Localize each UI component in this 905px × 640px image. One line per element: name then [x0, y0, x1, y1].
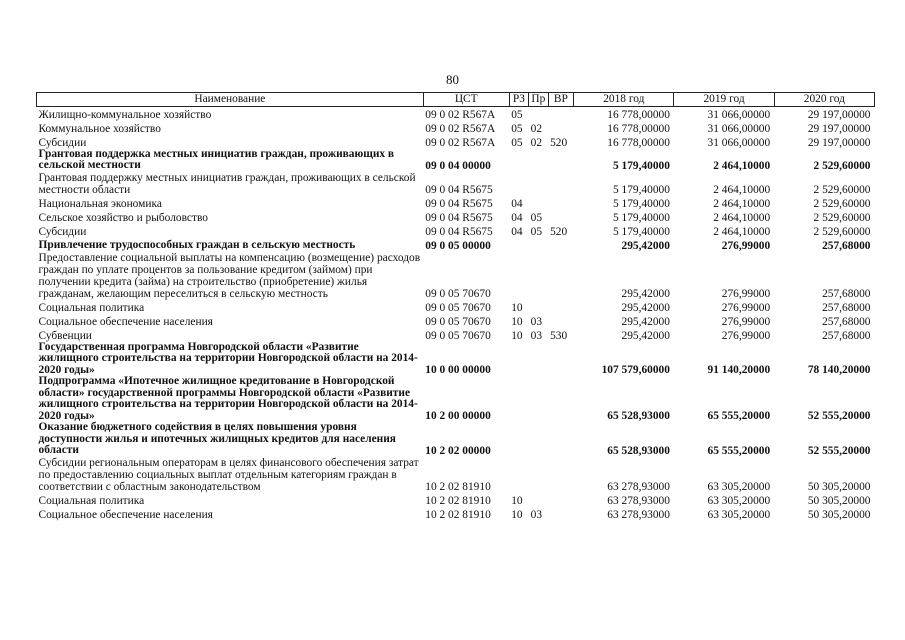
row-vr: 530: [550, 329, 568, 342]
row-rz: 10: [511, 494, 523, 507]
row-2019: 31 066,00000: [707, 136, 771, 149]
row-2018: 63 278,93000: [607, 508, 670, 521]
row-rz: 04: [511, 197, 523, 210]
header-vr: ВР: [548, 93, 574, 107]
row-cst: 09 0 05 00000: [425, 239, 491, 252]
row-rz: 10: [511, 315, 523, 328]
table-row: [37, 507, 875, 521]
row-name: Предоставление социальной выплаты на компенсацию (возмещение) расходов граждан по уплате процентов за пользование кредитом (займом) при получении кредита (займа) на строительство (приобретение) жилья гражданам, желающим переселиться в сельскую местность: [38, 251, 421, 300]
table-row: [37, 493, 875, 507]
row-name: Субсидии: [38, 136, 87, 149]
row-rz: [509, 238, 528, 252]
row-pr: [529, 342, 548, 377]
row-name: Грантовая поддержка местных инициатив граждан, проживающих в сельской местности: [38, 147, 395, 171]
row-2019: 31 066,00000: [707, 122, 771, 135]
row-2018: 295,42000: [621, 329, 670, 342]
row-2020: 29 197,00000: [807, 136, 871, 149]
row-cst: 09 0 04 R5675: [425, 225, 493, 238]
row-vr: [548, 107, 574, 121]
row-name: Субсидии региональным операторам в целях финансового обеспечения затрат по предоставлению социальных выплат отдельным категориям граждан в соответствии с областным законодательством: [38, 456, 419, 493]
row-rz: 10: [511, 329, 523, 342]
row-rz: [509, 252, 528, 300]
row-cst: 10 2 02 81910: [425, 508, 491, 521]
row-2019: 276,99000: [721, 287, 771, 300]
row-name: Оказание бюджетного содействия в целях повышения уровня доступности жилья и ипотечных жилищных кредитов для населения области: [38, 421, 396, 456]
row-2019: 63 305,20000: [707, 480, 771, 493]
row-pr: 03: [530, 315, 543, 328]
row-2019: 276,99000: [721, 329, 771, 342]
row-name: Жилищно-коммунальное хозяйство: [38, 108, 212, 121]
row-pr: 05: [530, 225, 543, 238]
row-cst: 09 0 02 R567A: [425, 136, 496, 149]
row-2020: 257,68000: [822, 315, 871, 328]
table-row: [37, 121, 875, 135]
row-2018: 65 528,93000: [607, 444, 670, 457]
row-2018: 295,42000: [621, 287, 670, 300]
header-cst: ЦСТ: [423, 93, 509, 107]
row-vr: [548, 149, 574, 172]
header-2019: 2019 год: [674, 93, 774, 107]
row-rz: [509, 149, 528, 172]
table-row: [37, 172, 875, 196]
row-2018: 16 778,00000: [607, 136, 670, 149]
row-2020: 2 529,60000: [813, 183, 871, 196]
table-row: [37, 210, 875, 224]
row-name: Социальное обеспечение населения: [38, 315, 213, 328]
row-pr: 02: [530, 136, 543, 149]
row-rz: 10: [511, 508, 523, 521]
row-2018: 63 278,93000: [607, 494, 670, 507]
row-pr: [529, 493, 548, 507]
row-pr: [529, 172, 548, 196]
row-rz: [509, 376, 528, 422]
row-cst: 09 0 04 R5675: [425, 197, 493, 210]
row-2018: 16 778,00000: [607, 108, 670, 121]
row-pr: [529, 422, 548, 457]
row-vr: [548, 507, 574, 521]
row-2019: 65 555,20000: [707, 410, 771, 422]
row-2020: 50 305,20000: [807, 480, 871, 493]
row-2020: 29 197,00000: [807, 122, 871, 135]
row-2018: 295,42000: [621, 301, 670, 314]
row-rz: [509, 422, 528, 457]
table-row: [37, 328, 875, 342]
table-row: [37, 149, 875, 172]
row-vr: [548, 493, 574, 507]
header-2020: 2020 год: [774, 93, 874, 107]
row-2019: 276,99000: [721, 301, 771, 314]
row-2020: 50 305,20000: [807, 494, 871, 507]
row-rz: 05: [511, 108, 523, 121]
row-vr: [548, 172, 574, 196]
row-2019: 2 464,10000: [713, 197, 771, 210]
row-vr: [548, 422, 574, 457]
table-row: [37, 107, 875, 121]
row-2018: 295,42000: [621, 315, 670, 328]
row-vr: 520: [550, 136, 568, 149]
row-pr: [529, 107, 548, 121]
table-row: [37, 224, 875, 238]
row-pr: 03: [530, 329, 543, 342]
row-vr: [548, 457, 574, 493]
row-rz: [509, 457, 528, 493]
row-name: Национальная экономика: [38, 197, 162, 210]
row-cst: 09 0 04 R5675: [425, 211, 493, 224]
row-2019: 276,99000: [721, 239, 771, 252]
row-2020: 50 305,20000: [807, 508, 871, 521]
row-2018: 5 179,40000: [612, 197, 670, 210]
row-2019: 65 555,20000: [707, 444, 771, 457]
row-pr: 02: [530, 122, 543, 135]
row-2019: 2 464,10000: [713, 183, 771, 196]
row-2020: 29 197,00000: [807, 108, 871, 121]
row-name: Субсидии: [38, 225, 87, 238]
row-pr: [529, 252, 548, 300]
table-row: [37, 457, 875, 493]
row-2020: 257,68000: [822, 329, 871, 342]
row-cst: 10 2 02 00000: [425, 444, 491, 457]
row-cst: 09 0 02 R567A: [425, 108, 496, 121]
row-2019: 31 066,00000: [707, 108, 771, 121]
row-2019: 276,99000: [721, 315, 771, 328]
row-2020: 52 555,20000: [807, 444, 871, 457]
row-pr: [529, 376, 548, 422]
row-2018: 63 278,93000: [607, 480, 670, 493]
row-pr: [529, 196, 548, 210]
table-row: [37, 342, 875, 377]
table-row: [37, 422, 875, 457]
row-vr: [548, 196, 574, 210]
row-pr: 03: [530, 508, 543, 521]
row-name: Привлечение трудоспособных граждан в сельскую местность: [38, 239, 356, 251]
row-cst: 09 0 02 R567A: [425, 122, 496, 135]
row-name: Субвенции: [38, 329, 92, 342]
row-2019: 63 305,20000: [707, 508, 771, 521]
row-2020: 257,68000: [822, 301, 871, 314]
row-2019: 2 464,10000: [713, 211, 771, 224]
row-name: Государственная программа Новгородской области «Развитие жилищного строительства на территории Новгородской области на 2014-2020 годы»: [38, 340, 418, 376]
row-cst: 09 0 05 70670: [425, 315, 491, 328]
row-name: Грантовая поддержку местных инициатив граждан, проживающих в сельской местности области: [38, 171, 416, 196]
budget-table: [36, 92, 875, 521]
row-pr: [529, 457, 548, 493]
row-rz: 05: [511, 122, 523, 135]
row-cst: 09 0 04 00000: [425, 159, 491, 172]
row-cst: 09 0 05 70670: [425, 301, 491, 314]
row-2020: 257,68000: [822, 287, 871, 300]
row-cst: 10 2 02 81910: [425, 480, 491, 493]
row-rz: 04: [511, 225, 523, 238]
row-2020: 78 140,20000: [807, 364, 871, 376]
row-cst: 10 2 02 81910: [425, 494, 491, 507]
row-2018: 107 579,60000: [601, 364, 670, 376]
row-name: Коммунальное хозяйство: [38, 122, 161, 135]
row-2018: 5 179,40000: [612, 183, 670, 196]
row-vr: [548, 252, 574, 300]
row-2019: 91 140,20000: [707, 364, 771, 376]
row-name: Сельское хозяйство и рыболовство: [38, 211, 208, 224]
row-2019: 2 464,10000: [713, 225, 771, 238]
row-name: Социальная политика: [38, 301, 145, 314]
table-row: [37, 252, 875, 300]
row-cst: 09 0 04 R5675: [425, 183, 493, 196]
row-vr: [548, 300, 574, 314]
row-pr: [529, 238, 548, 252]
row-vr: [548, 342, 574, 377]
table-row: [37, 314, 875, 328]
table-row: [37, 376, 875, 422]
table-body: [37, 107, 875, 521]
row-pr: 05: [530, 211, 543, 224]
row-2018: 65 528,93000: [607, 410, 670, 422]
row-pr: [529, 149, 548, 172]
row-vr: 520: [550, 225, 568, 238]
row-2018: 5 179,40000: [612, 211, 670, 224]
row-rz: [509, 172, 528, 196]
row-2018: 5 179,40000: [612, 159, 670, 172]
row-vr: [548, 314, 574, 328]
row-name: Социальное обеспечение населения: [38, 508, 213, 521]
row-rz: 10: [511, 301, 523, 314]
row-name: Подпрограмма «Ипотечное жилищное кредитование в Новгородской области» государственной программы Новгородской области «Развитие жилищного строительства на территории Новгородской области на 2014-2020 годы»: [38, 375, 418, 422]
row-cst: 10 0 00 00000: [425, 364, 491, 376]
table-row: [37, 135, 875, 149]
row-pr: [529, 300, 548, 314]
row-2018: 16 778,00000: [607, 122, 670, 135]
table-header: [37, 93, 875, 107]
row-2018: 295,42000: [621, 239, 670, 252]
row-vr: [548, 121, 574, 135]
row-name: Социальная политика: [38, 494, 145, 507]
row-2020: 2 529,60000: [813, 211, 871, 224]
header-name: Наименование: [37, 93, 424, 107]
row-2020: 52 555,20000: [807, 410, 871, 422]
row-2019: 2 464,10000: [713, 159, 771, 172]
row-rz: 04: [511, 211, 523, 224]
row-cst: 10 2 00 00000: [425, 410, 491, 422]
row-vr: [548, 238, 574, 252]
row-2020: 2 529,60000: [813, 225, 871, 238]
row-vr: [548, 210, 574, 224]
header-2018: 2018 год: [574, 93, 674, 107]
row-2020: 2 529,60000: [813, 159, 871, 172]
row-vr: [548, 376, 574, 422]
table-row: [37, 238, 875, 252]
row-cst: 09 0 05 70670: [425, 329, 491, 342]
row-2020: 257,68000: [822, 239, 871, 252]
row-2020: 2 529,60000: [813, 197, 871, 210]
header-rz: РЗ: [509, 93, 528, 107]
table-row: [37, 300, 875, 314]
row-cst: 09 0 05 70670: [425, 287, 491, 300]
page-number: 80: [446, 72, 459, 87]
row-rz: 05: [511, 136, 523, 149]
row-2018: 5 179,40000: [612, 225, 670, 238]
row-rz: [509, 342, 528, 377]
row-2019: 63 305,20000: [707, 494, 771, 507]
header-pr: Пр: [529, 93, 548, 107]
table-row: [37, 196, 875, 210]
